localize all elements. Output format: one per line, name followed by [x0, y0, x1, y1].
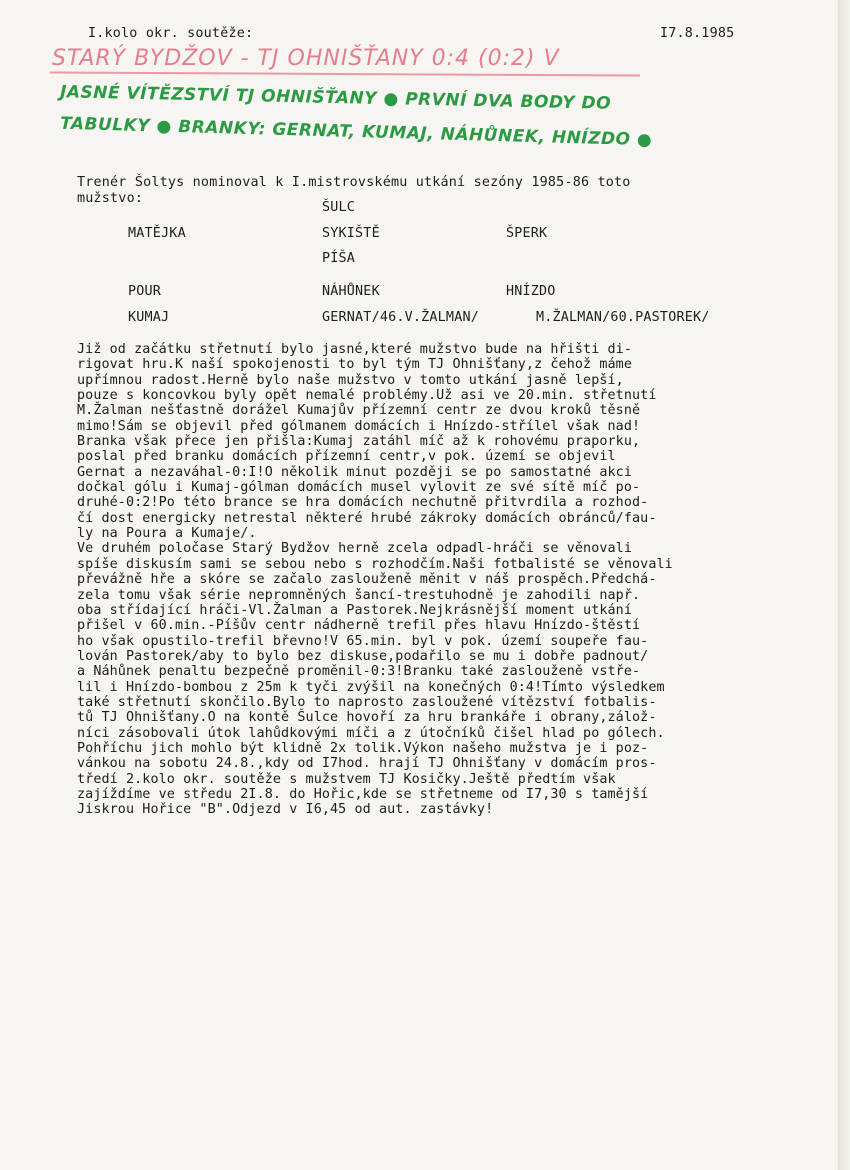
lineup-defender-right: ŠPERK [506, 226, 548, 241]
report-line: zela tomu však série nepromněných šancí-trestuhodně je zahodili např. [77, 587, 641, 603]
report-line: Již od začátku střetnutí bylo jasné,které mužstvo bude na hřišti di- [77, 342, 633, 357]
report-line: Gernat a nezaváhal-0:I!O několik minut později se po samostatné akci [77, 464, 633, 480]
report-line: druhé-0:2!Po této brance se hra domácích nechutně přitvrdila a rozhod- [77, 495, 649, 511]
report-line: a Náhůnek penaltu bezpečně proměnil-0:3!Branku také zaslouženě vstře- [77, 664, 641, 680]
report-line: Jiskrou Hořice "B".Odjezd v I6,45 od aut. zastávky! [77, 802, 494, 818]
report-line: oba střídající hráči-Vl.Žalman a Pastorek.Nejkrásnější moment utkání [77, 602, 633, 618]
result-underline [50, 71, 640, 76]
lineup-defender-center: SYKIŠTĚ [322, 226, 380, 241]
lineup-midfield-right: HNÍZDO [506, 284, 556, 299]
report-line: ly na Poura a Kumaje/. [77, 526, 257, 542]
report-line: tů TJ Ohnišťany.O na kontě Šulce hovoří za hru brankáře i obrany,zálož- [77, 710, 657, 726]
lineup-midfield-center: NÁHŮNEK [322, 284, 380, 299]
lineup-forward-center: GERNAT/46.V.ŽALMAN/ [322, 310, 479, 325]
report-line: lován Pastorek/aby to bylo bez diskuse,podařilo se mu i dobře padnout/ [77, 648, 649, 664]
report-line: M.Žalman nešťastně dorážel Kumajův přízemní centr ze dvou kroků těsně [77, 403, 641, 419]
lineup-forward-right: M.ŽALMAN/60.PASTOREK/ [536, 310, 710, 325]
report-line: rigovat hru.K naší spokojenosti to byl tým TJ Ohnišťany,z čehož máme [77, 357, 633, 373]
paper-edge-shadow [838, 0, 850, 1170]
report-line: čí dost energicky netrestal některé hrubé zákroky domácích obránců/fau- [77, 510, 657, 526]
report-line: níci zásobovali útok lahůdkovými míči a z útočníků čišel hlad po gólech. [77, 725, 665, 741]
report-line: dočkal gólu i Kumaj-gólman domácích musel vylovit ze své sítě míč po- [77, 480, 641, 496]
report-line: zajíždíme ve středu 2I.8. do Hořic,kde se střetneme od I7,30 s tamější [77, 786, 649, 802]
round-heading: I.kolo okr. soutěže: [88, 26, 254, 41]
report-line: tředí 2.kolo okr. soutěže s mužstvem TJ Kosičky.Ještě předtím však [77, 771, 616, 787]
report-line: Pohříchu jich mohlo být klidně 2x tolik.Výkon našeho mužstva je i poz- [77, 740, 649, 756]
report-line: ho však opustilo-trefil břevno!V 65.min. byl v pok. území soupeře fau- [77, 633, 649, 649]
report-line: Branka však přece jen přišla:Kumaj zatáhl míč až k rohovému praporku, [77, 434, 641, 450]
handwritten-summary-line2: TABULKY ● BRANKY: GERNAT, KUMAJ, NÁHŮNEK, HNÍZDO ● [59, 113, 653, 151]
match-report [77, 342, 673, 818]
report-line: také střetnutí skončilo.Bylo to naprosto zasloužené vítězství fotbalis- [77, 694, 657, 710]
report-line: převážně hře a skóre se začalo zaslouženě měnit v náš prospěch.Předchá- [77, 572, 657, 588]
report-line: Ve druhém poločase Starý Bydžov herně zcela odpadl-hráči se věnovali [77, 541, 633, 557]
intro-line-1: Trenér Šoltys nominoval k I.mistrovskému utkání sezóny 1985-86 toto [77, 175, 631, 190]
lineup-forward-left: KUMAJ [128, 310, 170, 325]
lineup-midfield-left: POUR [128, 284, 162, 299]
lineup-defender-left: MATĚJKA [128, 226, 186, 241]
report-line: vánkou na sobotu 24.8.,kdy od I7hod. hrají TJ Ohnišťany v domácím pros- [77, 756, 657, 772]
report-line: pouze s koncovkou byly opět nemalé problémy.Už asi ve 20.min. střetnutí [77, 388, 657, 404]
lineup-defender-back: PÍŠA [322, 251, 356, 266]
intro-line-2: mužstvo: [77, 191, 144, 206]
report-line: upřímnou radost.Herně bylo naše mužstvo v tomto utkání jasně lepší, [77, 372, 624, 388]
report-line: přišel v 60.min.-Píšův centr nádherně trefil přes hlavu Hnízdo-štěstí [77, 618, 641, 634]
report-line: poslal před branku domácích přízemní centr,v pok. území se objevil [77, 449, 616, 465]
handwritten-summary-line1: JASNÉ VÍTĚZSTVÍ TJ OHNIŠŤANY ● PRVNÍ DVA BODY DO [59, 82, 612, 114]
report-line: spíše diskusím sami se sebou nebo s rozhodčím.Naši fotbalisté se věnovali [77, 556, 673, 572]
match-date: I7.8.1985 [660, 26, 735, 41]
report-line: mimo!Sám se objevil před gólmanem domácích i Hnízdo-střílel však nad! [77, 418, 641, 434]
lineup-goalkeeper: ŠULC [322, 200, 356, 215]
report-line: lil i Hnízdo-bombou z 25m k tyči zvýšil na konečných 0:4!Tímto výsledkem [77, 679, 665, 695]
handwritten-result: STARÝ BYDŽOV - TJ OHNIŠŤANY 0:4 (0:2) V [52, 46, 560, 71]
